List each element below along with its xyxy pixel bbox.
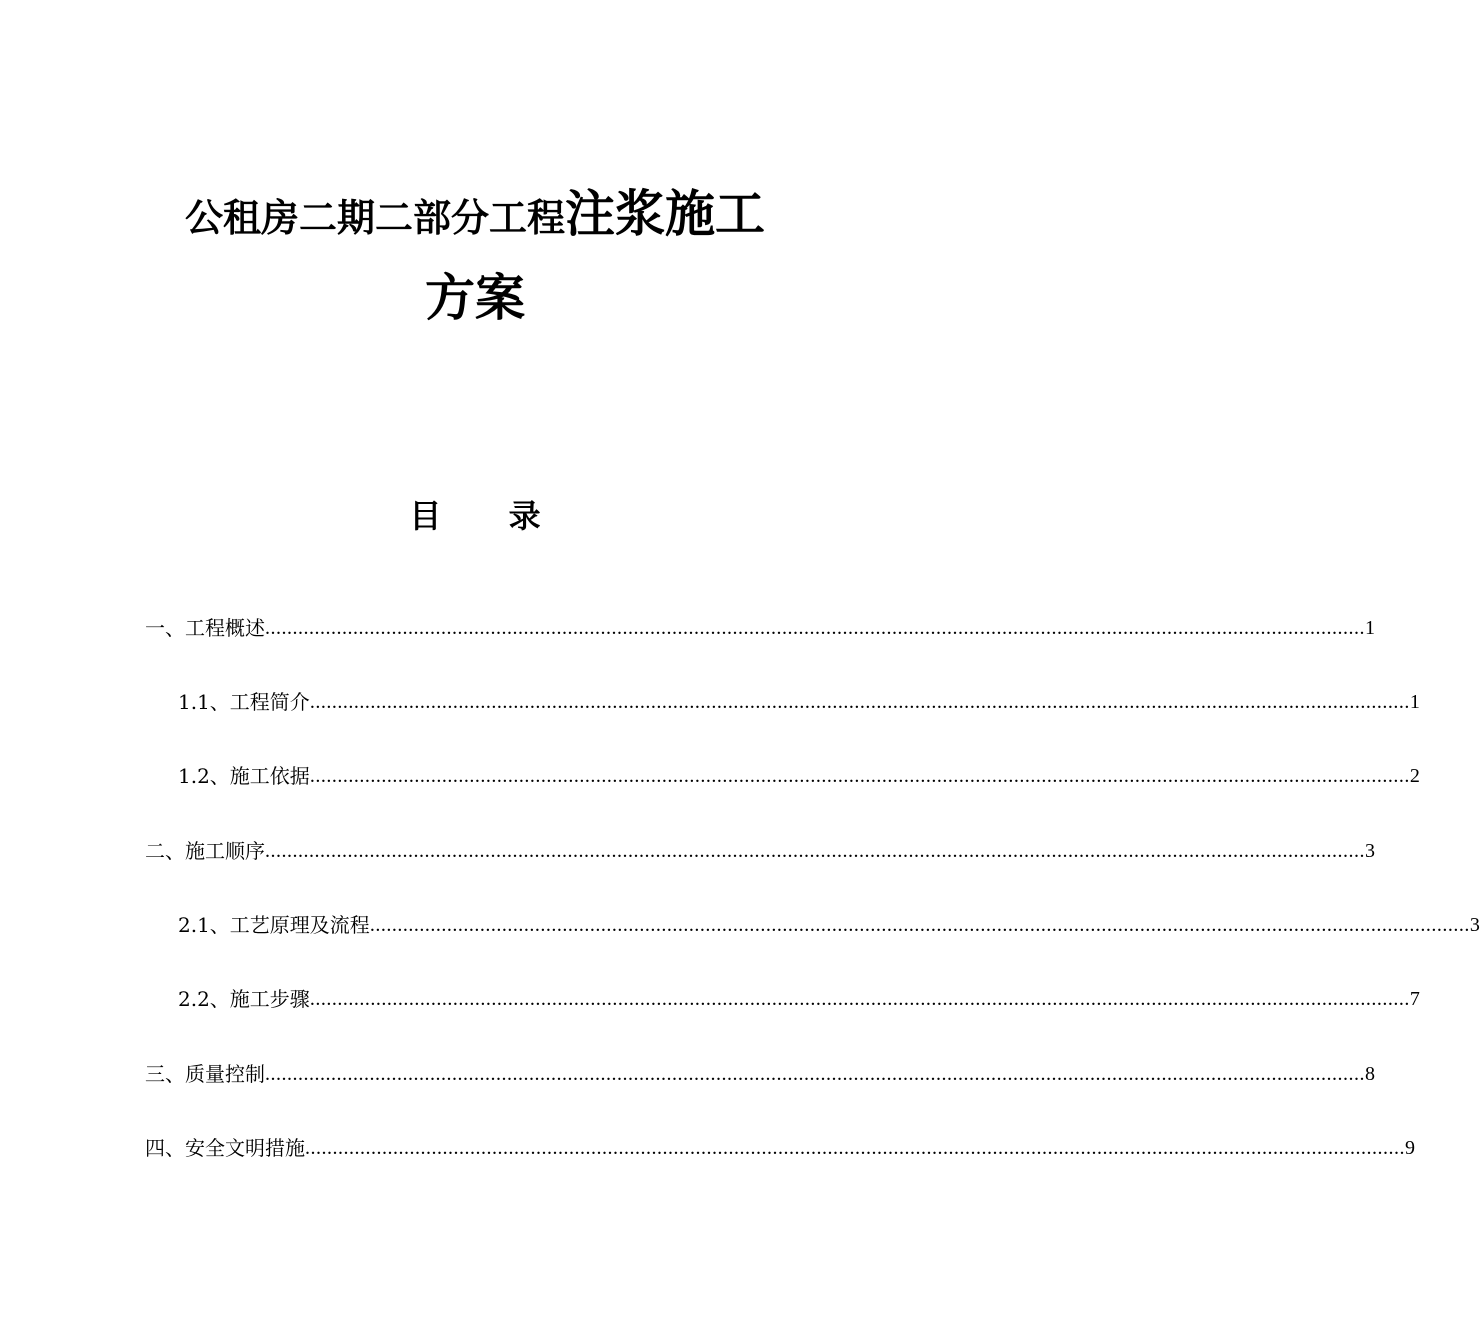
title-line2: 方案 (425, 268, 525, 327)
toc-entry-page: 3 (1365, 840, 1375, 862)
toc-entry-1[interactable] (145, 610, 1375, 646)
toc-entry-label: 2.1、工艺原理及流程 (178, 913, 370, 937)
toc-leader-dots: ........................................................................................................................................................................................................ (309, 691, 1410, 713)
toc-leader-dots: ........................................................................................................................................................................................................ (265, 617, 1365, 639)
toc-entry-2-1[interactable] (178, 907, 1480, 943)
toc-entry-page: 3 (1469, 914, 1480, 936)
toc-leader-dots: ........................................................................................................................................................................................................ (309, 988, 1410, 1010)
toc-entry-label: 四、安全文明措施 (145, 1136, 305, 1160)
toc-entry-1-1[interactable] (178, 684, 1420, 720)
toc-entry-4[interactable] (145, 1130, 1415, 1166)
toc-entry-1-2[interactable] (178, 758, 1420, 794)
toc-entry-label: 三、质量控制 (145, 1062, 265, 1086)
title-part1: 公租房二期二部分工程 (184, 195, 565, 240)
toc-entry-page: 9 (1405, 1137, 1415, 1159)
toc-entry-page: 1 (1365, 617, 1375, 639)
toc-heading: 目 录 (409, 497, 569, 535)
toc-leader-dots: ........................................................................................................................................................................................................ (305, 1137, 1405, 1159)
toc-entry-label: 二、施工顺序 (145, 839, 265, 863)
toc-entry-3[interactable] (145, 1056, 1375, 1092)
toc-entry-label: 2.2、施工步骤 (178, 987, 310, 1011)
toc-entry-page: 8 (1365, 1063, 1375, 1085)
toc-entry-2-2[interactable] (178, 981, 1420, 1017)
toc-entry-page: 2 (1409, 765, 1420, 787)
toc-entry-label: 1.2、施工依据 (178, 764, 310, 788)
toc-leader-dots: ........................................................................................................................................................................................................ (265, 1063, 1365, 1085)
toc-entry-label: 一、工程概述 (145, 616, 265, 640)
title-part2: 注浆施工 (565, 184, 765, 243)
toc-entry-2[interactable] (145, 833, 1375, 869)
toc-leader-dots: ........................................................................................................................................................................................................ (309, 765, 1410, 787)
toc-leader-dots: ........................................................................................................................................................................................................ (265, 840, 1365, 862)
toc-entry-page: 7 (1409, 988, 1420, 1010)
toc-entry-label: 1.1、工程简介 (178, 690, 310, 714)
toc-entry-page: 1 (1409, 691, 1420, 713)
document-title (0, 178, 950, 334)
toc-leader-dots: ........................................................................................................................................................................................................ (369, 914, 1470, 936)
